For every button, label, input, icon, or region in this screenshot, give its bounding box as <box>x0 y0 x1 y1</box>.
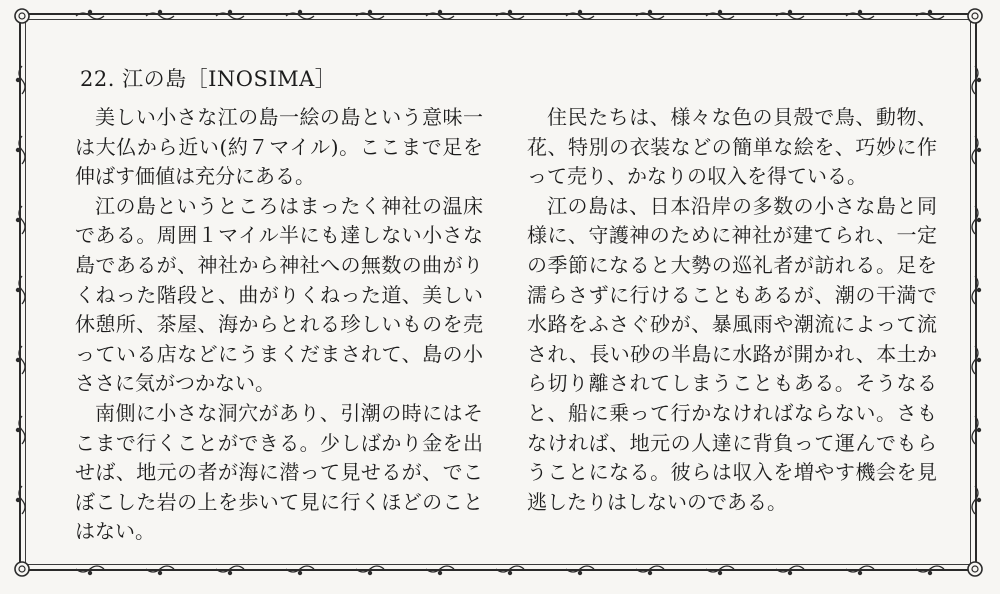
scroll-ornament-dot <box>298 571 302 575</box>
scroll-ornament-dot <box>88 571 92 575</box>
scroll-ornament-dot <box>438 571 442 575</box>
scroll-ornament-dot <box>228 571 232 575</box>
scroll-ornament-dot <box>648 571 652 575</box>
paragraph: 江の島は、日本沿岸の多数の小さな島と同様に、守護神のために神社が建てられ、一定の季節になると大勢の巡礼者が訪れる。足を濡らさずに行けることもあるが、潮の干満で水路をふさぐ砂が、暴風雨や潮流によって流され、長い砂の半島に水路が開かれ、本土から切り離されてしまうこともある。そうなると、船に乗って行かなければならない。さもなければ、地元の人達に背負って運んでもらうことになる。彼らは収入を増やす機会を見逃したりはしないのである。 <box>527 193 937 514</box>
scroll-ornament-dot <box>578 571 582 575</box>
paragraph: 南側に小さな洞穴があり、引潮の時にはそこまで行くことができる。少しばかり金を出せば、地元の者が海に潜って見せるが、でこぼこした岩の上を歩いて見に行くほどのことはない。 <box>75 400 483 544</box>
side-ornament-dot <box>977 288 981 292</box>
side-ornament-dot <box>977 78 981 82</box>
scroll-ornament-dot <box>788 571 792 575</box>
scroll-ornament-dot <box>508 571 512 575</box>
side-ornament-dot <box>977 148 981 152</box>
paragraph: 美しい小さな江の島一絵の島という意味一は大仏から近い(約７マイル)。ここまで足を伸ばす価値は充分にある。 <box>75 105 483 189</box>
scroll-ornament-dot <box>158 571 162 575</box>
section-title: 22. 江の島［INOSIMA］ <box>80 67 337 91</box>
paragraph: 住民たちは、様々な色の貝殻で鳥、動物、花、特別の衣装などの簡単な絵を、巧妙に作って売り、かなりの収入を得ている。 <box>527 105 937 189</box>
paragraph: 江の島というところはまったく神社の温床である。周囲１マイル半にも達しない小さな島であるが、神社から神社への無数の曲がりくねった階段と、曲がりくねった道、美しい休憩所、茶屋、海からとれる珍しいものを売っている店などにうまくだまされて、島の小ささに気がつかない。 <box>75 193 483 396</box>
side-ornament-dot <box>977 498 981 502</box>
right-column <box>527 103 937 517</box>
scroll-ornament-dot <box>928 571 932 575</box>
side-ornament-dot <box>977 358 981 362</box>
scroll-ornament-dot <box>718 571 722 575</box>
side-ornament-dot <box>977 218 981 222</box>
left-column <box>75 103 483 547</box>
side-ornament-dot <box>977 428 981 432</box>
scroll-ornament-dot <box>858 571 862 575</box>
scroll-ornament-dot <box>368 571 372 575</box>
